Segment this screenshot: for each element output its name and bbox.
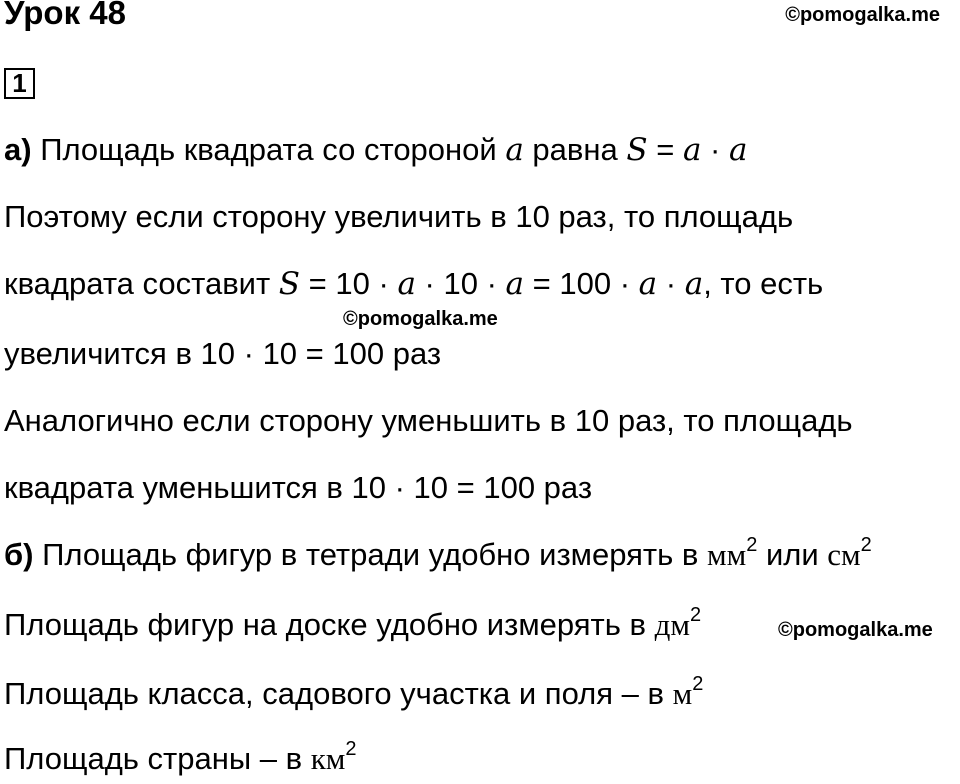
part-a-line-3: квадрата составит S = 10 · a · 10 · a = 100 · a · a, то есть [4, 266, 824, 302]
part-a-line-2: Поэтому если сторону увеличить в 10 раз, то площадь [4, 199, 794, 234]
watermark: ©pomogalka.me [785, 4, 940, 26]
part-b-label: б) [4, 537, 34, 572]
part-b-line-1: б) Площадь фигур в тетради удобно измерять в $мм^2$ или $см^2$ [4, 534, 872, 572]
lesson-title: Урок 48 [4, 0, 126, 31]
watermark-bottom: ©pomogalka.me [778, 619, 933, 641]
part-a-line-6: квадрата уменьшится в 10 · 10 = 100 раз [4, 470, 593, 505]
part-a-line-5: Аналогично если сторону уменьшить в 10 раз, то площадь [4, 403, 853, 438]
unit-cm: см [827, 537, 861, 572]
watermark-middle: ©pomogalka.me [343, 308, 498, 330]
unit-dm: дм [654, 607, 690, 642]
task-number-box: 1 [4, 68, 35, 99]
unit-mm: мм [706, 537, 747, 572]
unit-m: м [672, 676, 693, 711]
variable-s: S [626, 132, 648, 168]
part-a-line-4: увеличится в 10 · 10 = 100 раз [4, 336, 442, 371]
part-b-line-2: Площадь фигур на доске удобно измерять в $дм^2$ [4, 604, 702, 642]
part-b-line-4: Площадь страны – в $км^2$ [4, 738, 357, 776]
part-a-label: а) [4, 132, 32, 167]
part-b-line-3: Площадь класса, садового участка и поля – в $м^2$ [4, 673, 704, 711]
variable-a: a [505, 132, 524, 168]
part-a-line-1: а) Площадь квадрата со стороной a равна S = a · a [4, 132, 748, 168]
unit-km: км [310, 741, 346, 776]
